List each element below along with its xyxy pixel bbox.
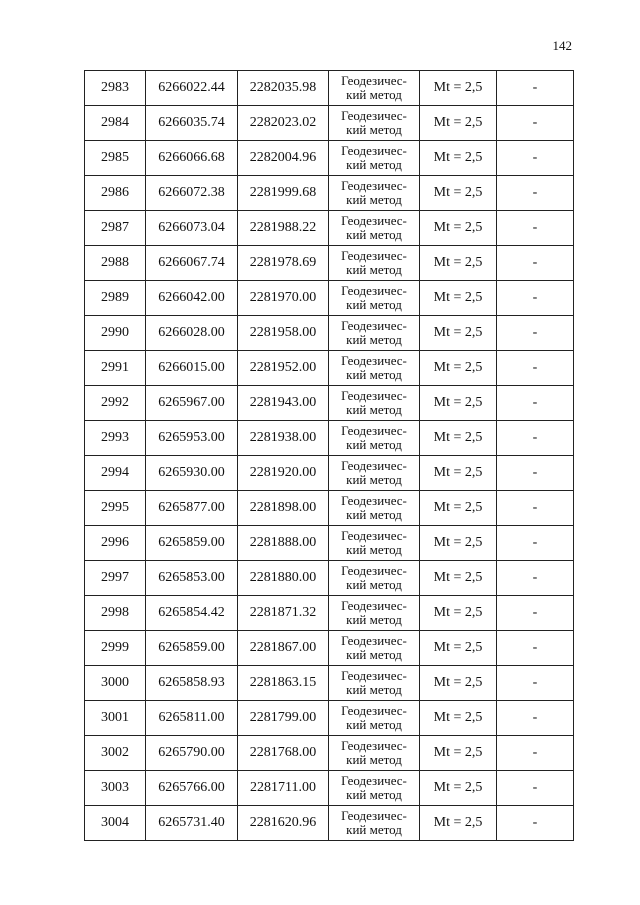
y-coordinate-cell: 2281768.00 — [238, 736, 329, 771]
y-coordinate-cell: 2281952.00 — [238, 351, 329, 386]
y-coordinate-cell: 2281943.00 — [238, 386, 329, 421]
method-line-2: кий метод — [346, 262, 402, 277]
accuracy-cell: Mt = 2,5 — [420, 176, 497, 211]
method-cell — [329, 351, 420, 386]
x-coordinate-cell: 6265877.00 — [146, 491, 238, 526]
method-line-2: кий метод — [346, 507, 402, 522]
accuracy-cell: Mt = 2,5 — [420, 806, 497, 841]
note-cell: - — [497, 421, 574, 456]
method-line-2: кий метод — [346, 542, 402, 557]
x-coordinate-cell: 6265790.00 — [146, 736, 238, 771]
method-line-2: кий метод — [346, 437, 402, 452]
accuracy-cell: Mt = 2,5 — [420, 386, 497, 421]
method-line-2: кий метод — [346, 752, 402, 767]
y-coordinate-cell: 2281920.00 — [238, 456, 329, 491]
table-row — [85, 491, 574, 526]
method-line-2: кий метод — [346, 367, 402, 382]
method-line-1: Геодезичес- — [341, 353, 407, 368]
note-cell: - — [497, 351, 574, 386]
point-number-cell: 2989 — [85, 281, 146, 316]
accuracy-cell: Mt = 2,5 — [420, 561, 497, 596]
note-cell: - — [497, 211, 574, 246]
method-line-2: кий метод — [346, 87, 402, 102]
method-line-1: Геодезичес- — [341, 528, 407, 543]
table-row — [85, 561, 574, 596]
method-line-1: Геодезичес- — [341, 423, 407, 438]
x-coordinate-cell: 6265731.40 — [146, 806, 238, 841]
accuracy-cell: Mt = 2,5 — [420, 596, 497, 631]
table-row — [85, 351, 574, 386]
x-coordinate-cell: 6266015.00 — [146, 351, 238, 386]
x-coordinate-cell: 6265967.00 — [146, 386, 238, 421]
point-number-cell: 2990 — [85, 316, 146, 351]
y-coordinate-cell: 2281888.00 — [238, 526, 329, 561]
accuracy-cell: Mt = 2,5 — [420, 526, 497, 561]
table-row — [85, 456, 574, 491]
y-coordinate-cell: 2281620.96 — [238, 806, 329, 841]
point-number-cell: 2996 — [85, 526, 146, 561]
accuracy-cell: Mt = 2,5 — [420, 246, 497, 281]
method-line-1: Геодезичес- — [341, 178, 407, 193]
table-row — [85, 141, 574, 176]
method-cell — [329, 806, 420, 841]
method-line-1: Геодезичес- — [341, 318, 407, 333]
table-row — [85, 281, 574, 316]
note-cell: - — [497, 281, 574, 316]
method-cell — [329, 211, 420, 246]
table-row — [85, 701, 574, 736]
method-line-2: кий метод — [346, 612, 402, 627]
note-cell: - — [497, 596, 574, 631]
point-number-cell: 3001 — [85, 701, 146, 736]
accuracy-cell: Mt = 2,5 — [420, 316, 497, 351]
y-coordinate-cell: 2281898.00 — [238, 491, 329, 526]
x-coordinate-cell: 6266073.04 — [146, 211, 238, 246]
table-row — [85, 71, 574, 106]
x-coordinate-cell: 6266035.74 — [146, 106, 238, 141]
method-cell — [329, 246, 420, 281]
point-number-cell: 3002 — [85, 736, 146, 771]
method-cell — [329, 631, 420, 666]
accuracy-cell: Mt = 2,5 — [420, 351, 497, 386]
method-line-1: Геодезичес- — [341, 248, 407, 263]
x-coordinate-cell: 6265930.00 — [146, 456, 238, 491]
accuracy-cell: Mt = 2,5 — [420, 456, 497, 491]
table-row — [85, 246, 574, 281]
x-coordinate-cell: 6265766.00 — [146, 771, 238, 806]
y-coordinate-cell: 2281999.68 — [238, 176, 329, 211]
y-coordinate-cell: 2281970.00 — [238, 281, 329, 316]
accuracy-cell: Mt = 2,5 — [420, 211, 497, 246]
method-line-2: кий метод — [346, 227, 402, 242]
table-row — [85, 386, 574, 421]
note-cell: - — [497, 631, 574, 666]
point-number-cell: 2993 — [85, 421, 146, 456]
method-line-1: Геодезичес- — [341, 808, 407, 823]
note-cell: - — [497, 71, 574, 106]
note-cell: - — [497, 736, 574, 771]
y-coordinate-cell: 2281880.00 — [238, 561, 329, 596]
table-row — [85, 211, 574, 246]
point-number-cell: 2997 — [85, 561, 146, 596]
method-cell — [329, 141, 420, 176]
method-cell — [329, 526, 420, 561]
method-cell — [329, 701, 420, 736]
x-coordinate-cell: 6265953.00 — [146, 421, 238, 456]
method-line-1: Геодезичес- — [341, 388, 407, 403]
y-coordinate-cell: 2281799.00 — [238, 701, 329, 736]
y-coordinate-cell: 2281711.00 — [238, 771, 329, 806]
x-coordinate-cell: 6266072.38 — [146, 176, 238, 211]
method-line-1: Геодезичес- — [341, 738, 407, 753]
method-line-2: кий метод — [346, 332, 402, 347]
method-line-2: кий метод — [346, 157, 402, 172]
method-line-1: Геодезичес- — [341, 458, 407, 473]
accuracy-cell: Mt = 2,5 — [420, 666, 497, 701]
table-row — [85, 106, 574, 141]
method-line-1: Геодезичес- — [341, 73, 407, 88]
x-coordinate-cell: 6265859.00 — [146, 631, 238, 666]
x-coordinate-cell: 6266042.00 — [146, 281, 238, 316]
method-cell — [329, 386, 420, 421]
note-cell: - — [497, 561, 574, 596]
method-line-1: Геодезичес- — [341, 283, 407, 298]
accuracy-cell: Mt = 2,5 — [420, 71, 497, 106]
accuracy-cell: Mt = 2,5 — [420, 281, 497, 316]
y-coordinate-cell: 2281988.22 — [238, 211, 329, 246]
method-cell — [329, 596, 420, 631]
point-number-cell: 2988 — [85, 246, 146, 281]
x-coordinate-cell: 6265811.00 — [146, 701, 238, 736]
x-coordinate-cell: 6265859.00 — [146, 526, 238, 561]
x-coordinate-cell: 6266022.44 — [146, 71, 238, 106]
method-line-1: Геодезичес- — [341, 703, 407, 718]
method-line-1: Геодезичес- — [341, 633, 407, 648]
note-cell: - — [497, 316, 574, 351]
point-number-cell: 3000 — [85, 666, 146, 701]
point-number-cell: 3004 — [85, 806, 146, 841]
accuracy-cell: Mt = 2,5 — [420, 106, 497, 141]
table-row — [85, 176, 574, 211]
method-line-2: кий метод — [346, 717, 402, 732]
point-number-cell: 2999 — [85, 631, 146, 666]
method-cell — [329, 491, 420, 526]
method-line-1: Геодезичес- — [341, 668, 407, 683]
point-number-cell: 2985 — [85, 141, 146, 176]
note-cell: - — [497, 666, 574, 701]
table-row — [85, 806, 574, 841]
method-cell — [329, 456, 420, 491]
table-row — [85, 771, 574, 806]
method-cell — [329, 421, 420, 456]
y-coordinate-cell: 2282023.02 — [238, 106, 329, 141]
point-number-cell: 2983 — [85, 71, 146, 106]
point-number-cell: 2984 — [85, 106, 146, 141]
method-cell — [329, 561, 420, 596]
note-cell: - — [497, 491, 574, 526]
method-line-1: Геодезичес- — [341, 598, 407, 613]
method-line-1: Геодезичес- — [341, 563, 407, 578]
method-line-1: Геодезичес- — [341, 108, 407, 123]
note-cell: - — [497, 141, 574, 176]
point-number-cell: 3003 — [85, 771, 146, 806]
note-cell: - — [497, 456, 574, 491]
x-coordinate-cell: 6265853.00 — [146, 561, 238, 596]
page-number: 142 — [552, 38, 572, 53]
method-cell — [329, 281, 420, 316]
note-cell: - — [497, 771, 574, 806]
table-row — [85, 526, 574, 561]
method-line-2: кий метод — [346, 402, 402, 417]
method-cell — [329, 71, 420, 106]
coordinates-table-body — [85, 71, 574, 841]
table-row — [85, 631, 574, 666]
point-number-cell: 2991 — [85, 351, 146, 386]
method-line-1: Геодезичес- — [341, 493, 407, 508]
method-line-1: Геодезичес- — [341, 773, 407, 788]
method-cell — [329, 176, 420, 211]
note-cell: - — [497, 106, 574, 141]
accuracy-cell: Mt = 2,5 — [420, 141, 497, 176]
point-number-cell: 2992 — [85, 386, 146, 421]
table-row — [85, 316, 574, 351]
method-line-2: кий метод — [346, 472, 402, 487]
y-coordinate-cell: 2281978.69 — [238, 246, 329, 281]
y-coordinate-cell: 2281938.00 — [238, 421, 329, 456]
method-cell — [329, 736, 420, 771]
table-row — [85, 736, 574, 771]
accuracy-cell: Mt = 2,5 — [420, 701, 497, 736]
note-cell: - — [497, 176, 574, 211]
point-number-cell: 2995 — [85, 491, 146, 526]
table-row — [85, 596, 574, 631]
y-coordinate-cell: 2281863.15 — [238, 666, 329, 701]
method-cell — [329, 316, 420, 351]
y-coordinate-cell: 2281871.32 — [238, 596, 329, 631]
point-number-cell: 2987 — [85, 211, 146, 246]
x-coordinate-cell: 6266067.74 — [146, 246, 238, 281]
note-cell: - — [497, 246, 574, 281]
note-cell: - — [497, 526, 574, 561]
table-row — [85, 421, 574, 456]
accuracy-cell: Mt = 2,5 — [420, 771, 497, 806]
method-cell — [329, 106, 420, 141]
table-row — [85, 666, 574, 701]
method-line-2: кий метод — [346, 647, 402, 662]
point-number-cell: 2998 — [85, 596, 146, 631]
y-coordinate-cell: 2281958.00 — [238, 316, 329, 351]
point-number-cell: 2986 — [85, 176, 146, 211]
x-coordinate-cell: 6265858.93 — [146, 666, 238, 701]
method-line-1: Геодезичес- — [341, 213, 407, 228]
note-cell: - — [497, 806, 574, 841]
y-coordinate-cell: 2282004.96 — [238, 141, 329, 176]
coordinates-table — [84, 70, 574, 841]
method-line-2: кий метод — [346, 297, 402, 312]
x-coordinate-cell: 6266066.68 — [146, 141, 238, 176]
y-coordinate-cell: 2281867.00 — [238, 631, 329, 666]
method-line-2: кий метод — [346, 787, 402, 802]
note-cell: - — [497, 386, 574, 421]
method-cell — [329, 771, 420, 806]
note-cell: - — [497, 701, 574, 736]
method-cell — [329, 666, 420, 701]
x-coordinate-cell: 6265854.42 — [146, 596, 238, 631]
accuracy-cell: Mt = 2,5 — [420, 631, 497, 666]
x-coordinate-cell: 6266028.00 — [146, 316, 238, 351]
accuracy-cell: Mt = 2,5 — [420, 421, 497, 456]
method-line-2: кий метод — [346, 822, 402, 837]
method-line-2: кий метод — [346, 122, 402, 137]
method-line-2: кий метод — [346, 682, 402, 697]
method-line-2: кий метод — [346, 192, 402, 207]
y-coordinate-cell: 2282035.98 — [238, 71, 329, 106]
accuracy-cell: Mt = 2,5 — [420, 736, 497, 771]
point-number-cell: 2994 — [85, 456, 146, 491]
accuracy-cell: Mt = 2,5 — [420, 491, 497, 526]
method-line-1: Геодезичес- — [341, 143, 407, 158]
method-line-2: кий метод — [346, 577, 402, 592]
